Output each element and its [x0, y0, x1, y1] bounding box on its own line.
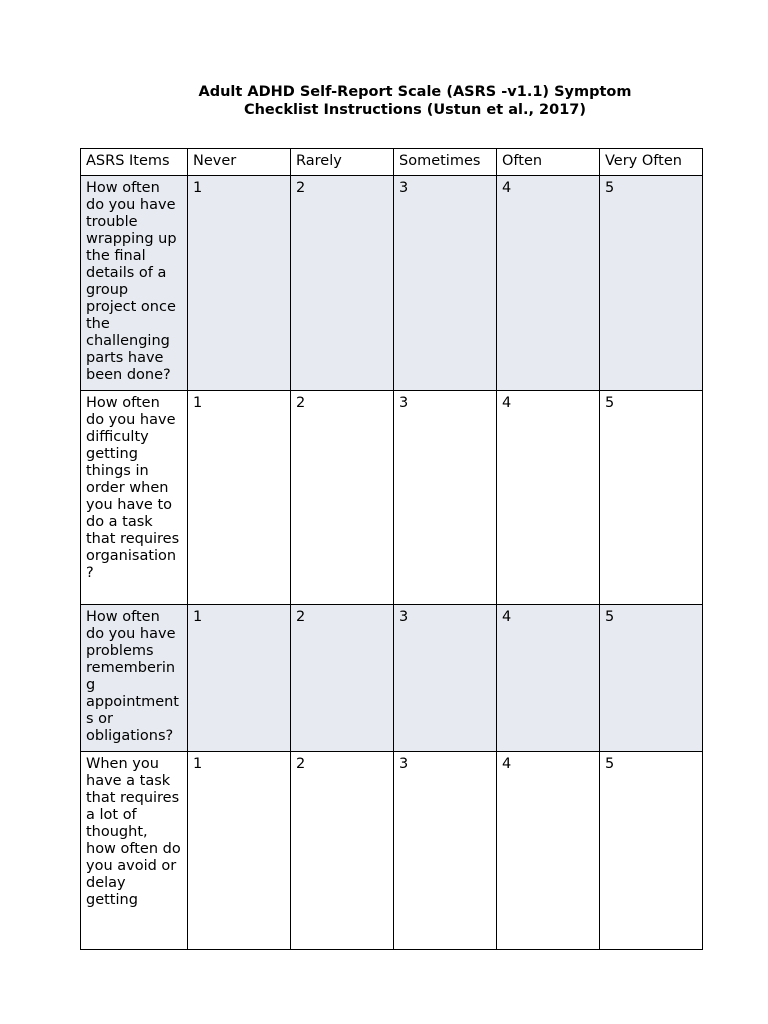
document-title-line-1: Adult ADHD Self-Report Scale (ASRS -v1.1) Symptom — [198, 84, 632, 100]
table-row — [81, 605, 703, 752]
table-row — [81, 752, 703, 950]
header-asrs-items: ASRS Items — [81, 149, 188, 176]
table-row — [81, 176, 703, 391]
header-sometimes: Sometimes — [394, 149, 497, 176]
rating-often: 4 — [497, 391, 600, 605]
item-question: When you have a task that requires a lot of thought, how often do you avoid or delay getting — [81, 752, 188, 950]
header-often: Often — [497, 149, 600, 176]
rating-never: 1 — [188, 176, 291, 391]
rating-never: 1 — [188, 391, 291, 605]
document-title — [160, 83, 670, 119]
rating-rarely: 2 — [291, 176, 394, 391]
rating-sometimes: 3 — [394, 752, 497, 950]
rating-often: 4 — [497, 752, 600, 950]
header-rarely: Rarely — [291, 149, 394, 176]
asrs-checklist-table — [80, 148, 703, 950]
rating-rarely: 2 — [291, 605, 394, 752]
rating-rarely: 2 — [291, 752, 394, 950]
rating-sometimes: 3 — [394, 176, 497, 391]
header-never: Never — [188, 149, 291, 176]
table-row — [81, 391, 703, 605]
document-title-line-2: Checklist Instructions (Ustun et al., 2017) — [243, 102, 587, 118]
rating-very-often: 5 — [600, 752, 703, 950]
rating-often: 4 — [497, 176, 600, 391]
rating-very-often: 5 — [600, 176, 703, 391]
rating-often: 4 — [497, 605, 600, 752]
rating-sometimes: 3 — [394, 391, 497, 605]
rating-never: 1 — [188, 752, 291, 950]
table-header-row — [81, 149, 703, 176]
item-question: How often do you have difficulty getting things in order when you have to do a task that requires organisation? — [81, 391, 188, 605]
item-question: How often do you have problems remembering appointments or obligations? — [81, 605, 188, 752]
rating-very-often: 5 — [600, 605, 703, 752]
rating-never: 1 — [188, 605, 291, 752]
item-question: How often do you have trouble wrapping up the final details of a group project once the challenging parts have been done? — [81, 176, 188, 391]
rating-very-often: 5 — [600, 391, 703, 605]
rating-rarely: 2 — [291, 391, 394, 605]
rating-sometimes: 3 — [394, 605, 497, 752]
header-very-often: Very Often — [600, 149, 703, 176]
